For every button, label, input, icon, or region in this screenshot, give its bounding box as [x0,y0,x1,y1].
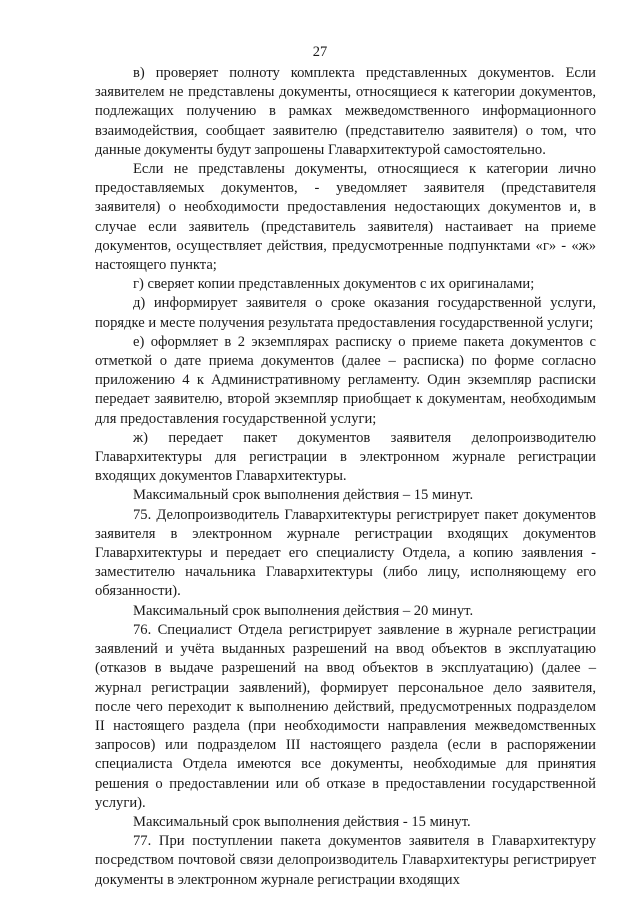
paragraph: в) проверяет полноту комплекта представленных документов. Если заявителем не представлены документы, относящиеся к категории документов, подлежащих получению в рамках межведомственного информационного взаимодействия, сообщает заявителю (представителю заявителя) о том, что данные документы будут запрошены Главархитектурой самостоятельно. [95,65,596,158]
paragraph: г) сверяет копии представленных документов с их оригиналами; [133,276,535,293]
paragraph: 77. При поступлении пакета документов заявителя в Главархитектуру посредством почтовой связи делопроизводитель Главархитектуры регистрирует документы в электронном журнале регистрации входящих [95,833,596,888]
paragraph: ж) передает пакет документов заявителя делопроизводителю Главархитектуры для регистрации в электронном журнале регистрации входящих документов Главархитектуры. [95,429,596,485]
paragraph: Максимальный срок выполнения действия - 15 минут. [133,813,471,830]
document-body [95,64,596,890]
page-number: 27 [312,44,328,60]
paragraph: 75. Делопроизводитель Главархитектуры регистрирует пакет документов заявителя в электронном журнале регистрации входящих документов Главархитектуры и передает его специалисту Отдела, а копию заявления - заместителю начальника Главархитектуры (либо лицу, исполняющему его обязанности). [95,506,596,600]
paragraph: Максимальный срок выполнения действия – 15 минут. [133,487,474,504]
paragraph: Максимальный срок выполнения действия – 20 минут. [133,602,474,619]
paragraph: д) информирует заявителя о сроке оказания государственной услуги, порядке и месте получения результата предоставления государственной услуги; [95,295,596,331]
paragraph: 76. Специалист Отдела регистрирует заявление в журнале регистрации заявлений и учёта выданных разрешений на ввод объектов в эксплуатацию (отказов в выдаче разрешений на ввод объектов в эксплуатацию) (далее – журнал регистрации заявлений), формирует персональное дело заявителя, после чего переходит к выполнению действий, предусмотренных подразделом II настоящего раздела (при необходимости направления межведомственных запросов) или подразделом III настоящего раздела (если в распоряжении специалиста Отдела имеются все документы, необходимые для принятия решения о предоставлении или об отказе в предоставлении государственной услуги). [95,621,596,811]
paragraph: Если не представлены документы, относящиеся к категории лично предоставляемых документов, - уведомляет заявителя (представителя заявителя) о необходимости предоставления недостающих документов и, в случае если заявитель (представитель заявителя) настаивает на приеме документов, осуществляет действия, предусмотренные подпунктами «г» - «ж» настоящего пункта; [95,161,596,274]
paragraph: е) оформляет в 2 экземплярах расписку о приеме пакета документов с отметкой о дате приема документов (далее – расписка) по форме согласно приложению 4 к Административному регламенту. Один экземпляр расписки передает заявителю, второй экземпляр приобщает к документам, необходимым для предоставления государственной услуги; [95,333,596,427]
